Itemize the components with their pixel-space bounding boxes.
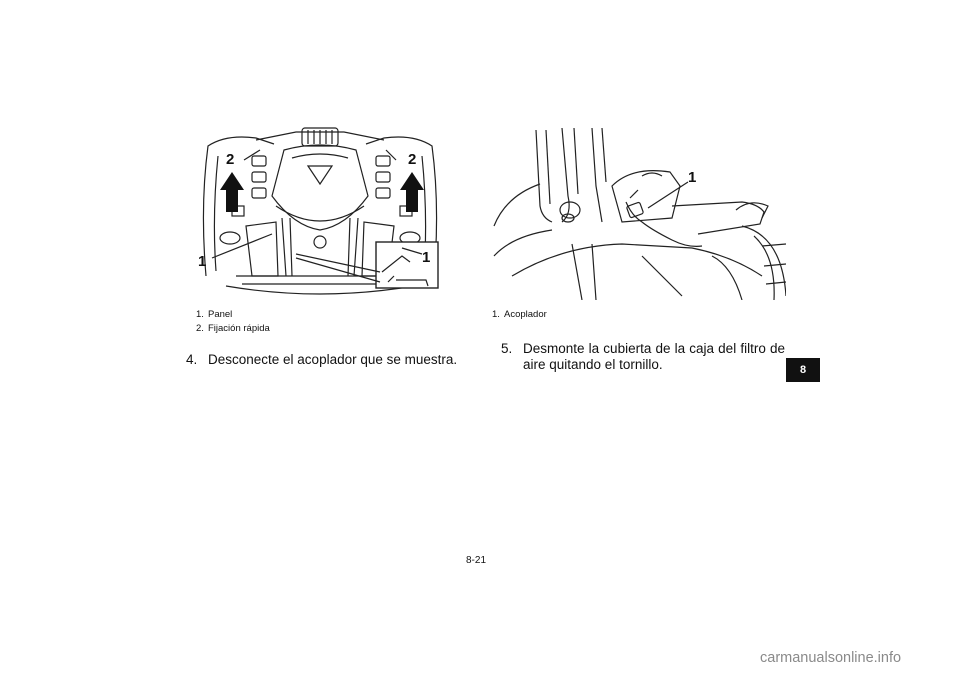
callout-1: 1: [688, 169, 697, 186]
callout-1-right: 1: [422, 249, 431, 266]
caption-number: 2.: [196, 323, 204, 334]
step-number: 5.: [501, 341, 513, 356]
chapter-tab-label: 8: [799, 364, 807, 376]
coupler-illustration: [492, 126, 786, 300]
caption-text: Panel: [208, 309, 233, 320]
step-4: [186, 352, 476, 370]
caption-coupler: [492, 309, 547, 321]
callout-2-right: 2: [408, 151, 417, 168]
caption-number: 1.: [196, 309, 204, 320]
front-panel-illustration: [196, 126, 444, 300]
step-text: Desconecte el acoplador que se muestra.: [208, 352, 458, 367]
caption-text: Fijación rápida: [208, 323, 270, 334]
caption-number: 1.: [492, 309, 500, 320]
step-number: 4.: [186, 352, 198, 367]
callout-1-left: 1: [198, 253, 207, 270]
step-text: Desmonte la cubierta de la caja del filtro de aire quitando el tornillo.: [523, 341, 785, 372]
chapter-tab: [786, 358, 820, 382]
callout-2-left: 2: [226, 151, 235, 168]
watermark: carmanualsonline.info: [760, 650, 902, 666]
caption-quick-fastener: [196, 323, 270, 335]
step-5: [501, 341, 791, 377]
figure-front-panel: [196, 126, 444, 300]
page-number: 8-21: [466, 555, 487, 566]
caption-panel: [196, 309, 232, 321]
figure-coupler: [492, 126, 786, 300]
caption-text: Acoplador: [504, 309, 547, 320]
